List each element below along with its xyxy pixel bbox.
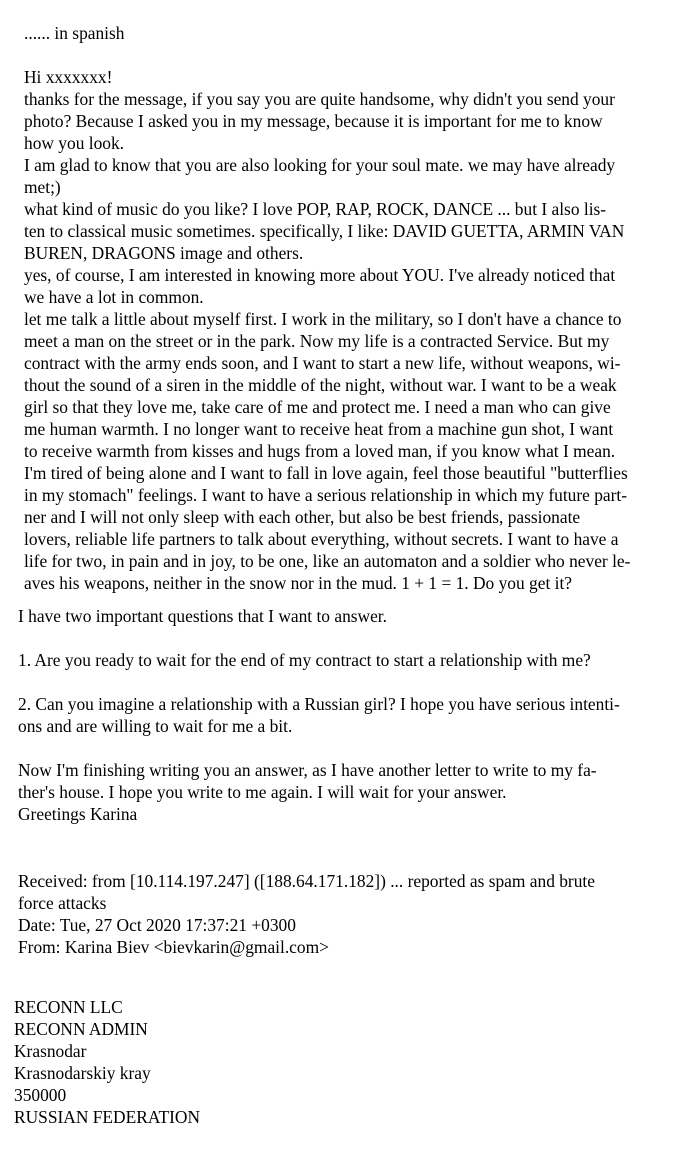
- letter-line: how you look.: [24, 133, 124, 153]
- letter-line: in my stomach" feelings. I want to have a serious relationship in which my future part-: [24, 485, 628, 505]
- letter-line: contract with the army ends soon, and I want to start a new life, without weapons, wi-: [24, 353, 621, 373]
- question-2-line: ons and are willing to wait for me a bit.: [18, 716, 293, 736]
- letter-line: lovers, reliable life partners to talk about everything, without secrets. I want to have a: [24, 529, 619, 549]
- signature-line: Greetings Karina: [18, 804, 138, 824]
- questions-section: [18, 605, 620, 825]
- address-line: RECONN ADMIN: [14, 1019, 148, 1039]
- greeting-line: Hi xxxxxxx!: [24, 67, 113, 87]
- network-owner-address: [14, 996, 200, 1128]
- email-headers: [18, 870, 595, 958]
- letter-line: ten to classical music sometimes. specifically, I like: DAVID GUETTA, ARMIN VAN: [24, 221, 625, 241]
- letter-line: met;): [24, 177, 61, 197]
- letter-line: I am glad to know that you are also looking for your soul mate. we may have already: [24, 155, 616, 175]
- translation-note: [24, 22, 124, 44]
- blank-line: [18, 627, 620, 649]
- header-received: Received: from [10.114.197.247] ([188.64.171.182]) ... reported as spam and brute: [18, 871, 595, 891]
- letter-line: yes, of course, I am interested in knowing more about YOU. I've already noticed that: [24, 265, 616, 285]
- letter-line: thanks for the message, if you say you are quite handsome, why didn't you send your: [24, 89, 615, 109]
- closing-line: ther's house. I hope you write to me again. I will wait for your answer.: [18, 782, 507, 802]
- letter-line: I'm tired of being alone and I want to fall in love again, feel those beautiful "butterflies: [24, 463, 628, 483]
- letter-line: meet a man on the street or in the park. Now my life is a contracted Service. But my: [24, 331, 610, 351]
- letter-line: BUREN, DRAGONS image and others.: [24, 243, 304, 263]
- note-line: ...... in spanish: [24, 23, 125, 43]
- header-date: Date: Tue, 27 Oct 2020 17:37:21 +0300: [18, 915, 296, 935]
- letter-line: thout the sound of a siren in the middle of the night, without war. I want to be a weak: [24, 375, 617, 395]
- letter-line: girl so that they love me, take care of me and protect me. I need a man who can give: [24, 397, 611, 417]
- letter-line: what kind of music do you like? I love POP, RAP, ROCK, DANCE ... but I also lis-: [24, 199, 607, 219]
- letter-line: me human warmth. I no longer want to receive heat from a machine gun shot, I want: [24, 419, 614, 439]
- letter-line: photo? Because I asked you in my message, because it is important for me to know: [24, 111, 603, 131]
- blank-line: [18, 737, 620, 759]
- letter-line: let me talk a little about myself first. I work in the military, so I don't have a chance to: [24, 309, 622, 329]
- letter-line: life for two, in pain and in joy, to be one, like an automaton and a soldier who never le-: [24, 551, 631, 571]
- header-from: From: Karina Biev <bievkarin@gmail.com>: [18, 937, 329, 957]
- letter-line: to receive warmth from kisses and hugs from a loved man, if you know what I mean.: [24, 441, 616, 461]
- question-1: 1. Are you ready to wait for the end of my contract to start a relationship with me?: [18, 650, 591, 670]
- address-line: RECONN LLC: [14, 997, 123, 1017]
- closing-line: Now I'm finishing writing you an answer, as I have another letter to write to my fa-: [18, 760, 597, 780]
- question-2-line: 2. Can you imagine a relationship with a Russian girl? I hope you have serious intenti-: [18, 694, 620, 714]
- blank-line: [18, 671, 620, 693]
- letter-line: aves his weapons, neither in the snow nor in the mud. 1 + 1 = 1. Do you get it?: [24, 573, 573, 593]
- header-received-cont: force attacks: [18, 893, 107, 913]
- address-line: RUSSIAN FEDERATION: [14, 1107, 200, 1127]
- address-line: 350000: [14, 1085, 67, 1105]
- address-line: Krasnodarskiy kray: [14, 1063, 151, 1083]
- questions-intro: I have two important questions that I want to answer.: [18, 606, 387, 626]
- address-line: Krasnodar: [14, 1041, 87, 1061]
- letter-line: we have a lot in common.: [24, 287, 204, 307]
- letter-line: ner and I will not only sleep with each other, but also be best friends, passionate: [24, 507, 581, 527]
- letter-body: [24, 66, 630, 594]
